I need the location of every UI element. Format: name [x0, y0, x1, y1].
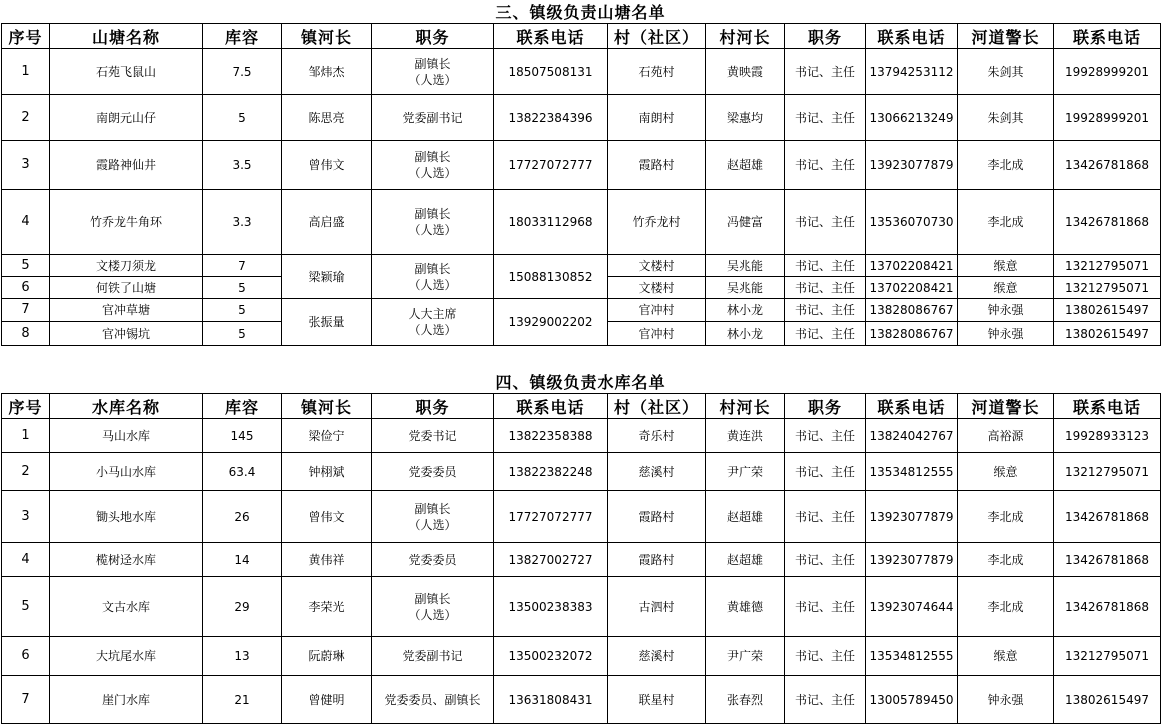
col-police: 河道警长 [958, 24, 1054, 49]
village-chief-cell: 梁惠均 [706, 95, 785, 141]
seq-cell: 2 [2, 95, 50, 141]
village-chief-cell: 尹广荣 [706, 453, 785, 491]
phone-cell: 13929002202 [494, 299, 608, 346]
seq-cell: 2 [2, 453, 50, 491]
village-title-cell: 书记、主任 [785, 255, 866, 277]
pond-name-cell: 石苑飞鼠山 [50, 49, 203, 95]
village-phone-cell: 13923077879 [866, 141, 958, 190]
reservoirs-table [1, 393, 1161, 724]
police-phone-cell: 13426781868 [1054, 491, 1161, 543]
ponds-header-row [2, 24, 1161, 49]
police-cell: 朱剑其 [958, 49, 1054, 95]
police-cell: 钟永强 [958, 676, 1054, 724]
col-capacity: 库容 [203, 394, 282, 419]
village-chief-cell: 赵超雄 [706, 543, 785, 577]
police-phone-cell: 13212795071 [1054, 637, 1161, 676]
table-row [2, 255, 1161, 277]
village-chief-cell: 吴兆能 [706, 277, 785, 299]
village-chief-cell: 吴兆能 [706, 255, 785, 277]
col-pond-name: 山塘名称 [50, 24, 203, 49]
phone-cell: 13500238383 [494, 577, 608, 637]
title-cell: 党委副书记 [372, 95, 494, 141]
town-chief-cell: 钟栩斌 [282, 453, 372, 491]
capacity-cell: 7.5 [203, 49, 282, 95]
village-cell: 古泗村 [608, 577, 706, 637]
village-title-cell: 书记、主任 [785, 491, 866, 543]
capacity-cell: 5 [203, 299, 282, 322]
reservoirs-header-row [2, 394, 1161, 419]
title-cell: 副镇长 （人选） [372, 577, 494, 637]
title-cell: 副镇长 （人选） [372, 49, 494, 95]
police-cell: 缑意 [958, 637, 1054, 676]
village-cell: 慈溪村 [608, 637, 706, 676]
title-cell: 副镇长 （人选） [372, 255, 494, 299]
village-chief-cell: 黄映霞 [706, 49, 785, 95]
seq-cell: 5 [2, 577, 50, 637]
pond-name-cell: 官冲草塘 [50, 299, 203, 322]
village-cell: 石苑村 [608, 49, 706, 95]
reservoir-name-cell: 锄头地水库 [50, 491, 203, 543]
village-cell: 奇乐村 [608, 419, 706, 453]
pond-name-cell: 霞路神仙井 [50, 141, 203, 190]
pond-name-cell: 何铁了山塘 [50, 277, 203, 299]
town-chief-cell: 高启盛 [282, 190, 372, 255]
town-chief-cell: 梁俭宁 [282, 419, 372, 453]
village-phone-cell: 13702208421 [866, 277, 958, 299]
phone-cell: 13822384396 [494, 95, 608, 141]
table-row [2, 299, 1161, 322]
col-police-phone: 联系电话 [1054, 24, 1161, 49]
title-cell: 副镇长 （人选） [372, 491, 494, 543]
police-cell: 李北成 [958, 141, 1054, 190]
police-cell: 缑意 [958, 255, 1054, 277]
village-phone-cell: 13824042767 [866, 419, 958, 453]
capacity-cell: 7 [203, 255, 282, 277]
col-phone: 联系电话 [494, 394, 608, 419]
phone-cell: 13827002727 [494, 543, 608, 577]
phone-cell: 13631808431 [494, 676, 608, 724]
seq-cell: 1 [2, 49, 50, 95]
town-chief-cell: 阮蔚琳 [282, 637, 372, 676]
police-cell: 李北成 [958, 190, 1054, 255]
col-village: 村（社区） [608, 24, 706, 49]
village-phone-cell: 13702208421 [866, 255, 958, 277]
village-chief-cell: 林小龙 [706, 322, 785, 346]
village-chief-cell: 赵超雄 [706, 491, 785, 543]
village-phone-cell: 13005789450 [866, 676, 958, 724]
capacity-cell: 3.5 [203, 141, 282, 190]
town-chief-cell: 李荣光 [282, 577, 372, 637]
col-seq: 序号 [2, 394, 50, 419]
village-chief-cell: 黄雄德 [706, 577, 785, 637]
village-cell: 霞路村 [608, 141, 706, 190]
pond-name-cell: 竹乔龙牛角环 [50, 190, 203, 255]
title-cell: 党委委员 [372, 543, 494, 577]
capacity-cell: 13 [203, 637, 282, 676]
village-title-cell: 书记、主任 [785, 277, 866, 299]
town-chief-cell: 邹炜杰 [282, 49, 372, 95]
village-cell: 竹乔龙村 [608, 190, 706, 255]
title-cell: 党委委员 [372, 453, 494, 491]
village-cell: 官冲村 [608, 299, 706, 322]
col-reservoir-name: 水库名称 [50, 394, 203, 419]
title-cell: 副镇长 （人选） [372, 141, 494, 190]
capacity-cell: 3.3 [203, 190, 282, 255]
village-title-cell: 书记、主任 [785, 453, 866, 491]
capacity-cell: 21 [203, 676, 282, 724]
seq-cell: 6 [2, 277, 50, 299]
town-chief-cell: 陈思亮 [282, 95, 372, 141]
table-row [2, 95, 1161, 141]
police-cell: 李北成 [958, 577, 1054, 637]
phone-cell: 15088130852 [494, 255, 608, 299]
village-phone-cell: 13923074644 [866, 577, 958, 637]
capacity-cell: 29 [203, 577, 282, 637]
village-title-cell: 书记、主任 [785, 141, 866, 190]
seq-cell: 7 [2, 676, 50, 724]
village-phone-cell: 13923077879 [866, 543, 958, 577]
col-seq: 序号 [2, 24, 50, 49]
table-row [2, 577, 1161, 637]
police-phone-cell: 13426781868 [1054, 141, 1161, 190]
police-cell: 高裕源 [958, 419, 1054, 453]
police-phone-cell: 13212795071 [1054, 255, 1161, 277]
seq-cell: 3 [2, 491, 50, 543]
section3-title: 三、镇级负责山塘名单 [495, 3, 666, 22]
col-police: 河道警长 [958, 394, 1054, 419]
village-cell: 霞路村 [608, 491, 706, 543]
village-phone-cell: 13828086767 [866, 299, 958, 322]
village-cell: 文楼村 [608, 255, 706, 277]
police-cell: 缑意 [958, 453, 1054, 491]
village-chief-cell: 林小龙 [706, 299, 785, 322]
phone-cell: 13822382248 [494, 453, 608, 491]
phone-cell: 13500232072 [494, 637, 608, 676]
col-capacity: 库容 [203, 24, 282, 49]
col-title: 职务 [372, 394, 494, 419]
col-title: 职务 [372, 24, 494, 49]
police-phone-cell: 13426781868 [1054, 190, 1161, 255]
police-phone-cell: 19928999201 [1054, 95, 1161, 141]
police-phone-cell: 13802615497 [1054, 676, 1161, 724]
police-cell: 钟永强 [958, 299, 1054, 322]
seq-cell: 5 [2, 255, 50, 277]
police-phone-cell: 13212795071 [1054, 277, 1161, 299]
capacity-cell: 5 [203, 322, 282, 346]
col-police-phone: 联系电话 [1054, 394, 1161, 419]
village-title-cell: 书记、主任 [785, 299, 866, 322]
police-cell: 缑意 [958, 277, 1054, 299]
village-cell: 慈溪村 [608, 453, 706, 491]
village-chief-cell: 张春烈 [706, 676, 785, 724]
seq-cell: 4 [2, 190, 50, 255]
col-village-title: 职务 [785, 394, 866, 419]
capacity-cell: 145 [203, 419, 282, 453]
col-phone: 联系电话 [494, 24, 608, 49]
section4-title: 四、镇级负责水库名单 [495, 373, 666, 392]
village-phone-cell: 13536070730 [866, 190, 958, 255]
title-cell: 党委书记 [372, 419, 494, 453]
seq-cell: 7 [2, 299, 50, 322]
town-chief-cell: 曾健明 [282, 676, 372, 724]
phone-cell: 13822358388 [494, 419, 608, 453]
town-chief-cell: 梁颖瑜 [282, 255, 372, 299]
village-title-cell: 书记、主任 [785, 322, 866, 346]
phone-cell: 17727072777 [494, 491, 608, 543]
title-cell: 党委副书记 [372, 637, 494, 676]
village-cell: 南朗村 [608, 95, 706, 141]
title-cell: 人大主席 （人选） [372, 299, 494, 346]
village-phone-cell: 13923077879 [866, 491, 958, 543]
col-village: 村（社区） [608, 394, 706, 419]
police-phone-cell: 13212795071 [1054, 453, 1161, 491]
table-row [2, 49, 1161, 95]
town-chief-cell: 曾伟文 [282, 491, 372, 543]
village-title-cell: 书记、主任 [785, 637, 866, 676]
table-row [2, 419, 1161, 453]
section-gap [0, 348, 1162, 372]
pond-name-cell: 南朗元山仔 [50, 95, 203, 141]
seq-cell: 3 [2, 141, 50, 190]
capacity-cell: 63.4 [203, 453, 282, 491]
phone-cell: 18507508131 [494, 49, 608, 95]
col-village-chief: 村河长 [706, 394, 785, 419]
capacity-cell: 26 [203, 491, 282, 543]
village-title-cell: 书记、主任 [785, 676, 866, 724]
capacity-cell: 5 [203, 95, 282, 141]
village-chief-cell: 冯健富 [706, 190, 785, 255]
table-row [2, 637, 1161, 676]
reservoir-name-cell: 文古水库 [50, 577, 203, 637]
village-phone-cell: 13794253112 [866, 49, 958, 95]
reservoir-name-cell: 马山水库 [50, 419, 203, 453]
village-title-cell: 书记、主任 [785, 95, 866, 141]
col-village-phone: 联系电话 [866, 24, 958, 49]
village-chief-cell: 黄连洪 [706, 419, 785, 453]
reservoir-name-cell: 小马山水库 [50, 453, 203, 491]
pond-name-cell: 文楼刀须龙 [50, 255, 203, 277]
col-village-phone: 联系电话 [866, 394, 958, 419]
police-cell: 钟永强 [958, 322, 1054, 346]
table-row [2, 491, 1161, 543]
col-town-chief: 镇河长 [282, 24, 372, 49]
village-phone-cell: 13066213249 [866, 95, 958, 141]
capacity-cell: 14 [203, 543, 282, 577]
table-row [2, 543, 1161, 577]
reservoir-name-cell: 榄树迳水库 [50, 543, 203, 577]
pond-name-cell: 官冲锡坑 [50, 322, 203, 346]
town-chief-cell: 黄伟祥 [282, 543, 372, 577]
police-phone-cell: 19928999201 [1054, 49, 1161, 95]
village-title-cell: 书记、主任 [785, 577, 866, 637]
village-cell: 联星村 [608, 676, 706, 724]
village-chief-cell: 尹广荣 [706, 637, 785, 676]
seq-cell: 8 [2, 322, 50, 346]
police-phone-cell: 13802615497 [1054, 322, 1161, 346]
police-cell: 李北成 [958, 543, 1054, 577]
town-chief-cell: 曾伟文 [282, 141, 372, 190]
reservoir-name-cell: 崖门水库 [50, 676, 203, 724]
village-cell: 文楼村 [608, 277, 706, 299]
table-row [2, 190, 1161, 255]
police-cell: 李北成 [958, 491, 1054, 543]
village-title-cell: 书记、主任 [785, 190, 866, 255]
police-phone-cell: 13802615497 [1054, 299, 1161, 322]
village-cell: 官冲村 [608, 322, 706, 346]
seq-cell: 6 [2, 637, 50, 676]
village-title-cell: 书记、主任 [785, 49, 866, 95]
village-chief-cell: 赵超雄 [706, 141, 785, 190]
police-phone-cell: 13426781868 [1054, 543, 1161, 577]
title-cell: 党委委员、副镇长 [372, 676, 494, 724]
col-village-title: 职务 [785, 24, 866, 49]
table-row [2, 141, 1161, 190]
village-title-cell: 书记、主任 [785, 543, 866, 577]
police-cell: 朱剑其 [958, 95, 1054, 141]
police-phone-cell: 19928933123 [1054, 419, 1161, 453]
village-title-cell: 书记、主任 [785, 419, 866, 453]
ponds-table [1, 23, 1161, 346]
village-cell: 霞路村 [608, 543, 706, 577]
village-phone-cell: 13534812555 [866, 637, 958, 676]
phone-cell: 18033112968 [494, 190, 608, 255]
col-village-chief: 村河长 [706, 24, 785, 49]
seq-cell: 4 [2, 543, 50, 577]
village-phone-cell: 13828086767 [866, 322, 958, 346]
police-phone-cell: 13426781868 [1054, 577, 1161, 637]
village-phone-cell: 13534812555 [866, 453, 958, 491]
town-chief-cell: 张振量 [282, 299, 372, 346]
table-row [2, 453, 1161, 491]
table-row [2, 676, 1161, 724]
col-town-chief: 镇河长 [282, 394, 372, 419]
phone-cell: 17727072777 [494, 141, 608, 190]
seq-cell: 1 [2, 419, 50, 453]
title-cell: 副镇长 （人选） [372, 190, 494, 255]
reservoir-name-cell: 大坑尾水库 [50, 637, 203, 676]
capacity-cell: 5 [203, 277, 282, 299]
